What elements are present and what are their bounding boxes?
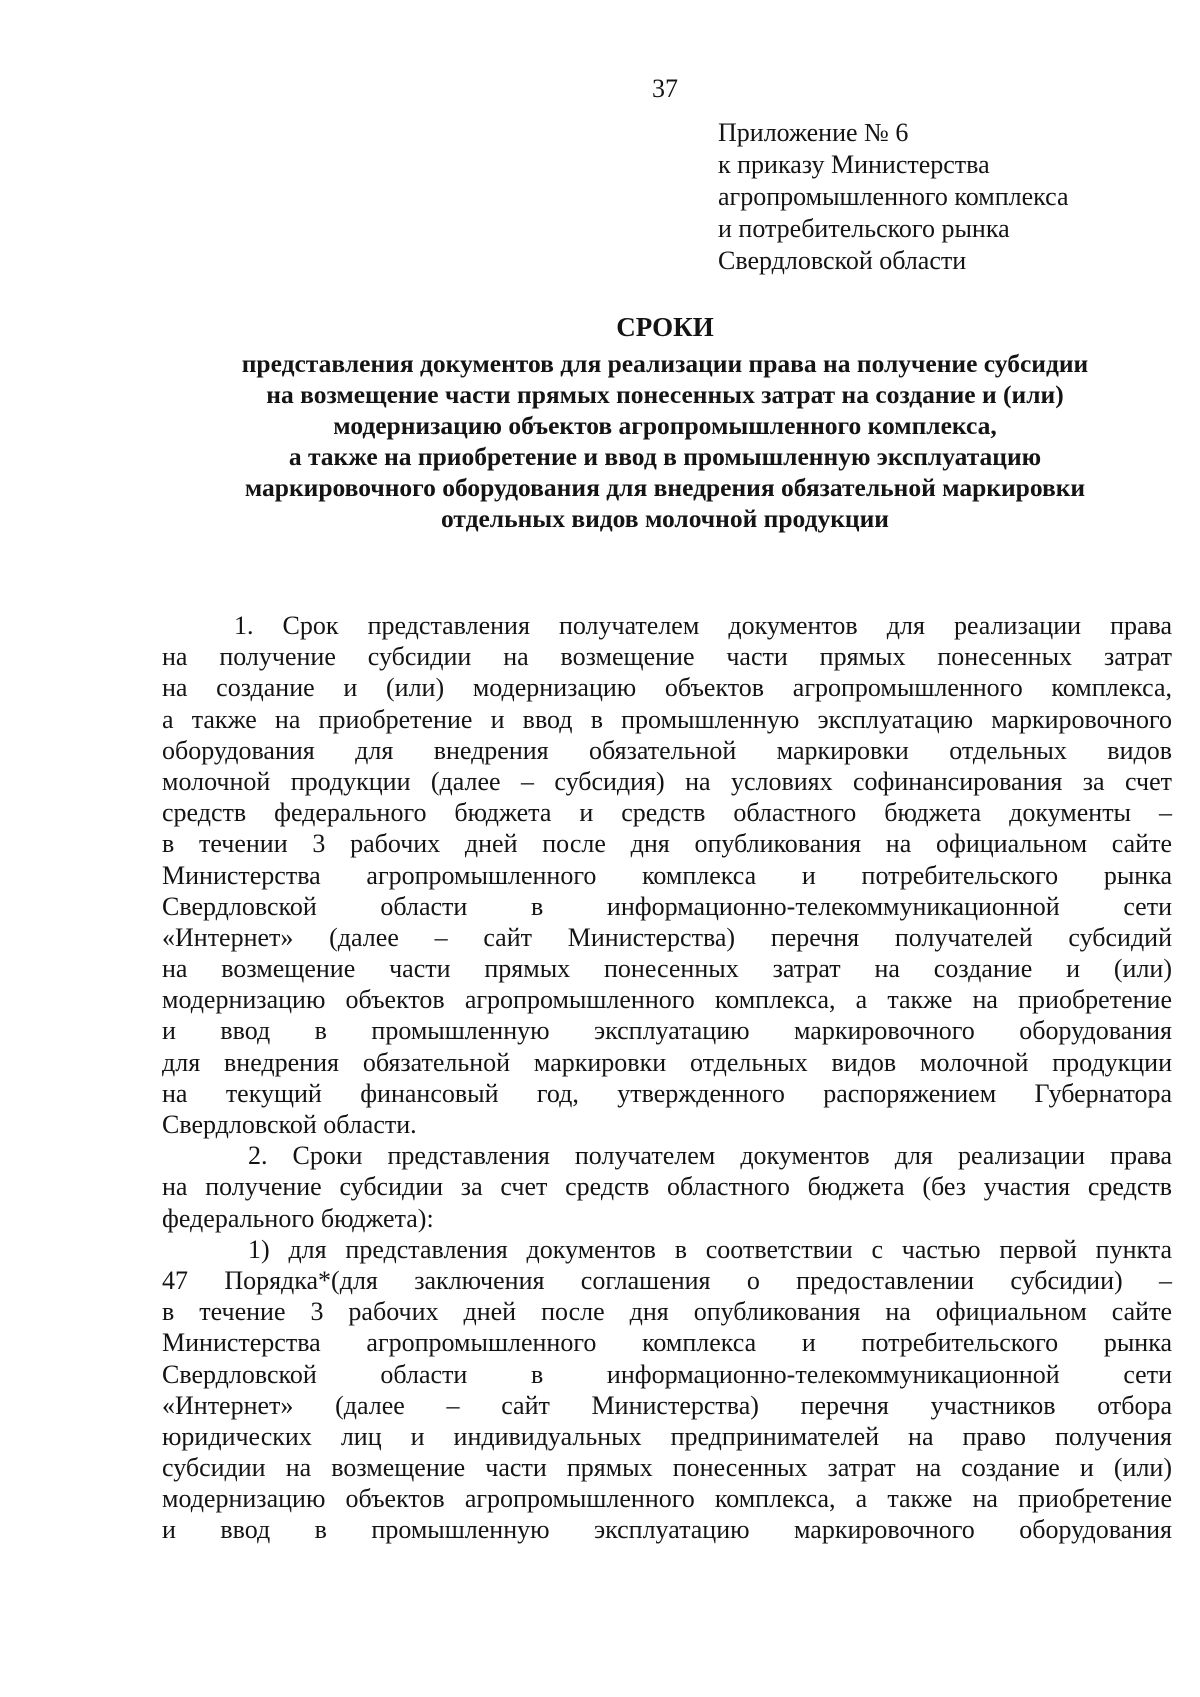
document-heading (150, 311, 1180, 534)
text-line: оборудования для внедрения обязательной маркировки отдельных видов (162, 735, 1172, 765)
paragraph-2 (162, 1140, 1172, 1234)
annex-block (718, 117, 1069, 277)
text-line: в течении 3 рабочих дней после дня опубликования на официальном сайте (162, 829, 1172, 859)
paragraph-3 (162, 1234, 1172, 1546)
text-line: средств федерального бюджета и средств областного бюджета документы – (162, 798, 1172, 828)
text-line: на создание и (или) модернизацию объектов агропромышленного комплекса, (162, 673, 1172, 703)
text-line: модернизацию объектов агропромышленного комплекса, а также на приобретение (162, 1484, 1172, 1514)
text-line: молочной продукции (далее – субсидия) на условиях софинансирования за счет (162, 766, 1172, 796)
text-line: в течение 3 рабочих дней после дня опубликования на официальном сайте (162, 1297, 1172, 1327)
text-line: модернизацию объектов агропромышленного комплекса, а также на приобретение (162, 985, 1172, 1015)
text-line: федерального бюджета): (162, 1203, 434, 1233)
subtitle-line: модернизацию объектов агропромышленного комплекса, (333, 411, 997, 440)
text-line: на получение субсидии за счет средств областного бюджета (без участия средств (162, 1172, 1172, 1202)
text-line: 1) для представления документов в соответствии с частью первой пункта (248, 1234, 1172, 1264)
text-line: Свердловской области. (162, 1110, 417, 1139)
text-line: 47 Порядка*(для заключения соглашения о предоставлении субсидии) – (162, 1265, 1172, 1295)
annex-line: агропромышленного комплекса (718, 182, 1069, 211)
text-line: а также на приобретение и ввод в промышленную эксплуатацию маркировочного (162, 704, 1172, 734)
subtitle-line: а также на приобретение и ввод в промышленную эксплуатацию (288, 442, 1042, 471)
annex-line: к приказу Министерства (718, 150, 990, 179)
text-line: субсидии на возмещение части прямых понесенных затрат на создание и (или) (162, 1453, 1172, 1483)
subtitle-line: на возмещение части прямых понесенных затрат на создание и (или) (266, 380, 1064, 409)
text-line: на возмещение части прямых понесенных затрат на создание и (или) (162, 954, 1172, 984)
text-line: Министерства агропромышленного комплекса и потребительского рынка (162, 860, 1172, 890)
text-line: для внедрения обязательной маркировки отдельных видов молочной продукции (162, 1047, 1172, 1077)
page-number: 37 (652, 74, 678, 103)
text-line: 1. Срок представления получателем документов для реализации права (234, 611, 1172, 640)
text-line: юридических лиц и индивидуальных предпринимателей на право получения (162, 1421, 1172, 1451)
document-body (162, 610, 1172, 1546)
text-line: и ввод в промышленную эксплуатацию маркировочного оборудования (162, 1515, 1172, 1545)
subtitle-line: представления документов для реализации права на получение субсидии (241, 349, 1089, 378)
document-subtitle (150, 348, 1180, 534)
text-line: на получение субсидии на возмещение части прямых понесенных затрат (162, 642, 1172, 672)
subtitle-line: маркировочного оборудования для внедрения обязательной маркировки (244, 473, 1086, 502)
annex-line: Свердловской области (718, 246, 967, 275)
annex-line: и потребительского рынка (718, 214, 1010, 243)
text-line: Свердловской области в информационно-телекоммуникационной сети (162, 1359, 1172, 1389)
text-line: Свердловской области в информационно-телекоммуникационной сети (162, 891, 1172, 921)
text-line: «Интернет» (далее – сайт Министерства) перечня получателей субсидий (162, 922, 1172, 952)
document-title: СРОКИ (616, 312, 714, 342)
paragraph-1 (162, 610, 1172, 1140)
text-line: на текущий финансовый год, утвержденного распоряжением Губернатора (162, 1078, 1172, 1108)
text-line: Министерства агропромышленного комплекса и потребительского рынка (162, 1328, 1172, 1358)
text-line: 2. Сроки представления получателем документов для реализации права (248, 1141, 1172, 1171)
text-line: «Интернет» (далее – сайт Министерства) перечня участников отбора (162, 1390, 1172, 1420)
annex-line: Приложение № 6 (718, 118, 909, 147)
text-line: и ввод в промышленную эксплуатацию маркировочного оборудования (162, 1016, 1172, 1046)
subtitle-line: отдельных видов молочной продукции (440, 504, 889, 533)
